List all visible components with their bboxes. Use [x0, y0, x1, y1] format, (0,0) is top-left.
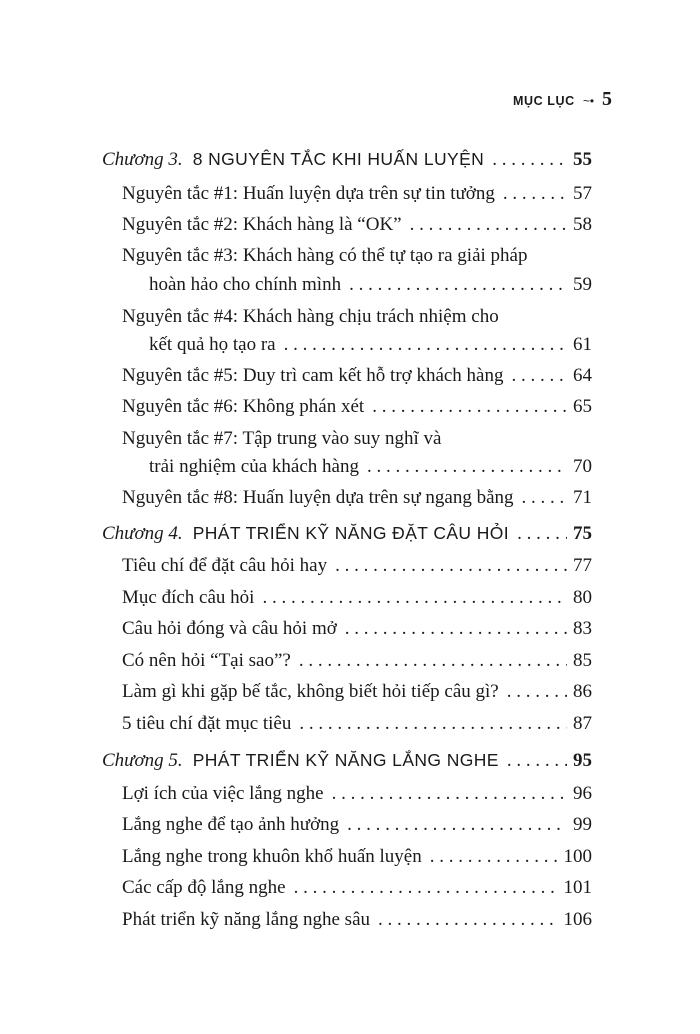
dot-leader	[430, 842, 558, 872]
entry-page: 65	[573, 396, 592, 417]
dot-leader	[372, 392, 567, 422]
toc-entry[interactable]	[122, 842, 592, 872]
ornament-icon: ~•	[582, 94, 594, 108]
entry-title: Tiêu chí để đặt câu hỏi hay	[122, 555, 328, 576]
entry-page: 77	[573, 555, 592, 576]
toc-entry[interactable]	[122, 646, 592, 676]
toc-entry-line1[interactable]	[122, 241, 592, 271]
toc-entry[interactable]	[122, 361, 592, 391]
entry-page: 85	[573, 650, 592, 671]
dot-leader	[332, 779, 567, 809]
toc-entry[interactable]	[122, 483, 592, 513]
entry-title: Nguyên tắc #6: Không phán xét	[122, 396, 365, 417]
chapter-title: PHÁT TRIỂN KỸ NĂNG LẮNG NGHE	[192, 750, 499, 770]
chapter-title: PHÁT TRIỂN KỸ NĂNG ĐẶT CÂU HỎI	[192, 523, 510, 543]
entry-title: Lắng nghe để tạo ảnh hưởng	[122, 814, 340, 835]
entry-page: 106	[563, 909, 592, 930]
toc-entry[interactable]	[122, 810, 592, 840]
entry-page: 99	[573, 814, 592, 835]
entry-title: Có nên hỏi “Tại sao”?	[122, 650, 291, 671]
entry-page: 70	[573, 456, 592, 477]
toc-entry-line2[interactable]	[149, 330, 592, 360]
chapter-3-entry[interactable]	[102, 144, 592, 175]
dot-leader	[410, 210, 567, 240]
dot-leader	[492, 145, 567, 175]
entry-page: 61	[573, 334, 592, 355]
toc-entry[interactable]	[122, 392, 592, 422]
entry-page: 96	[573, 783, 592, 804]
dot-leader	[507, 746, 567, 776]
dot-leader	[378, 905, 557, 935]
toc-entry[interactable]	[122, 583, 592, 613]
entry-title: Câu hỏi đóng và câu hỏi mở	[122, 618, 337, 639]
entry-title: Nguyên tắc #8: Huấn luyện dựa trên sự ngang bằng	[122, 487, 514, 508]
entry-title: Lắng nghe trong khuôn khổ huấn luyện	[122, 846, 422, 867]
entry-title: Làm gì khi gặp bế tắc, không biết hỏi tiếp câu gì?	[122, 681, 499, 702]
entry-page: 58	[573, 214, 592, 235]
toc-entry[interactable]	[122, 551, 592, 581]
header-label: MỤC LỤC	[512, 94, 575, 108]
entry-title: Mục đích câu hỏi	[122, 587, 255, 608]
toc-entry[interactable]	[122, 179, 592, 209]
running-header	[513, 88, 612, 111]
entry-page: 59	[573, 274, 592, 295]
dot-leader	[299, 646, 567, 676]
entry-page: 57	[573, 183, 592, 204]
entry-page: 80	[573, 587, 592, 608]
dot-leader	[294, 873, 558, 903]
chapter-page: 95	[573, 750, 592, 771]
toc-entry-line2[interactable]	[149, 270, 592, 300]
entry-page: 86	[573, 681, 592, 702]
entry-page: 101	[563, 877, 592, 898]
entry-page: 83	[573, 618, 592, 639]
chapter-5-entry[interactable]	[102, 745, 592, 776]
toc-entry[interactable]	[122, 614, 592, 644]
entry-title: Nguyên tắc #2: Khách hàng là “OK”	[122, 214, 402, 235]
dot-leader	[345, 614, 567, 644]
chapter-4-entry[interactable]	[102, 518, 592, 549]
entry-title-cont: trải nghiệm của khách hàng	[149, 456, 359, 477]
entry-title: Nguyên tắc #7: Tập trung vào suy nghĩ và	[122, 428, 442, 449]
dot-leader	[507, 677, 567, 707]
entry-title: Nguyên tắc #5: Duy trì cam kết hỗ trợ khách hàng	[122, 365, 504, 386]
toc-entry-line1[interactable]	[122, 302, 592, 332]
chapter-page: 75	[573, 523, 592, 544]
entry-title-cont: hoàn hảo cho chính mình	[149, 274, 342, 295]
entry-title: Nguyên tắc #4: Khách hàng chịu trách nhiệm cho	[122, 306, 499, 327]
toc-entry[interactable]	[122, 210, 592, 240]
entry-title: Nguyên tắc #3: Khách hàng có thể tự tạo ra giải pháp	[122, 245, 528, 266]
dot-leader	[522, 483, 567, 513]
dot-leader	[284, 330, 567, 360]
toc-entry[interactable]	[122, 677, 592, 707]
page-number: 5	[602, 88, 612, 110]
dot-leader	[299, 709, 567, 739]
dot-leader	[367, 452, 567, 482]
chapter-prefix: Chương 4.	[102, 523, 183, 544]
dot-leader	[512, 361, 568, 391]
dot-leader	[347, 810, 567, 840]
entry-page: 100	[563, 846, 592, 867]
dot-leader	[349, 270, 567, 300]
dot-leader	[262, 583, 567, 613]
entry-title: Lợi ích của việc lắng nghe	[122, 783, 324, 804]
chapter-title: 8 NGUYÊN TẮC KHI HUẤN LUYỆN	[192, 149, 485, 169]
chapter-prefix: Chương 5.	[102, 750, 183, 771]
dot-leader	[517, 519, 567, 549]
entry-title-cont: kết quả họ tạo ra	[149, 334, 276, 355]
entry-page: 87	[573, 713, 592, 734]
entry-page: 64	[573, 365, 592, 386]
entry-title: Nguyên tắc #1: Huấn luyện dựa trên sự tin tưởng	[122, 183, 495, 204]
entry-title: Các cấp độ lắng nghe	[122, 877, 286, 898]
toc-entry[interactable]	[122, 709, 592, 739]
toc-entry-line2[interactable]	[149, 452, 592, 482]
chapter-page: 55	[573, 149, 592, 170]
chapter-prefix: Chương 3.	[102, 149, 183, 170]
entry-title: Phát triển kỹ năng lắng nghe sâu	[122, 909, 371, 930]
entry-title: 5 tiêu chí đặt mục tiêu	[122, 713, 292, 734]
toc-entry-line1[interactable]	[122, 424, 592, 454]
toc-entry[interactable]	[122, 873, 592, 903]
dot-leader	[503, 179, 567, 209]
toc-entry[interactable]	[122, 779, 592, 809]
dot-leader	[335, 551, 567, 581]
entry-page: 71	[573, 487, 592, 508]
toc-entry[interactable]	[122, 905, 592, 935]
